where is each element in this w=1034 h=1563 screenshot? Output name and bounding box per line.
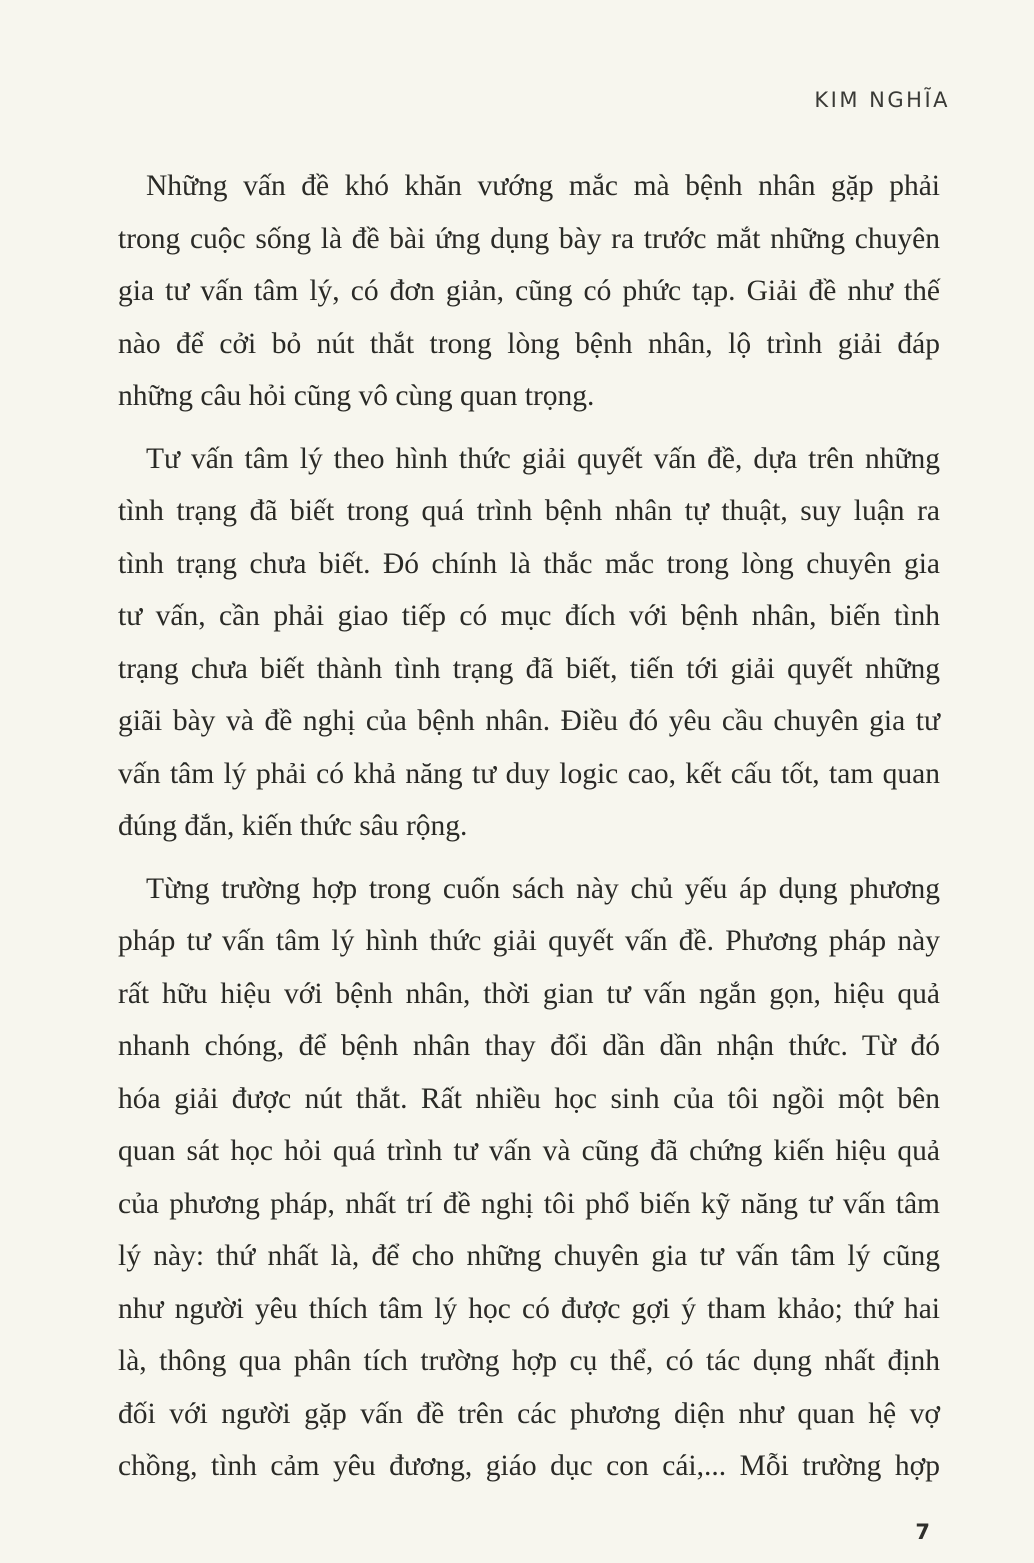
text-line: những câu hỏi cũng vô cùng quan trọng. [118, 380, 595, 412]
text-line: của phương pháp, nhất trí đề nghị tôi phổ biến kỹ năng tư vấn tâm [118, 1187, 940, 1220]
running-header: KIM NGHĨA [814, 88, 950, 112]
paragraph-gap [118, 853, 940, 863]
text-line: pháp tư vấn tâm lý hình thức giải quyết vấn đề. Phương pháp này [118, 925, 940, 957]
text-line: chồng, tình cảm yêu đương, giáo dục con cái,... Mỗi trường hợp [118, 1450, 940, 1482]
text-line: lý này: thứ nhất là, để cho những chuyên gia tư vấn tâm lý cũng [118, 1240, 940, 1272]
text-line: như người yêu thích tâm lý học có được gợi ý tham khảo; thứ hai [118, 1292, 940, 1325]
text-line: Những vấn đề khó khăn vướng mắc mà bệnh nhân gặp phải [146, 170, 940, 202]
text-line: giãi bày và đề nghị của bệnh nhân. Điều đó yêu cầu chuyên gia tư [118, 705, 940, 737]
text-line: quan sát học hỏi quá trình tư vấn và cũng đã chứng kiến hiệu quả [118, 1135, 940, 1167]
text-line: tình trạng chưa biết. Đó chính là thắc mắc trong lòng chuyên gia [118, 547, 940, 580]
text-line: nào để cởi bỏ nút thắt trong lòng bệnh nhân, lộ trình giải đáp [118, 327, 940, 360]
text-line: đối với người gặp vấn đề trên các phương diện như quan hệ vợ [118, 1397, 940, 1430]
text-line: vấn tâm lý phải có khả năng tư duy logic cao, kết cấu tốt, tam quan [118, 757, 940, 790]
text-line: là, thông qua phân tích trường hợp cụ thể, có tác dụng nhất định [118, 1345, 940, 1377]
paragraph-gap [118, 423, 940, 433]
paragraph-1 [118, 160, 940, 423]
text-line: Tư vấn tâm lý theo hình thức giải quyết vấn đề, dựa trên những [146, 442, 940, 475]
text-line: trong cuộc sống là đề bài ứng dụng bày ra trước mắt những chuyên [118, 222, 940, 255]
text-line: Từng trường hợp trong cuốn sách này chủ yếu áp dụng phương [146, 872, 940, 905]
text-line: trạng chưa biết thành tình trạng đã biết, tiến tới giải quyết những [118, 652, 940, 685]
page-number: 7 [915, 1520, 930, 1544]
text-line: hóa giải được nút thắt. Rất nhiều học sinh của tôi ngồi một bên [118, 1082, 940, 1115]
text-line: rất hữu hiệu với bệnh nhân, thời gian tư vấn ngắn gọn, hiệu quả [118, 977, 940, 1010]
text-line: đúng đắn, kiến thức sâu rộng. [118, 810, 468, 842]
body-text [118, 160, 940, 1493]
text-line: tư vấn, cần phải giao tiếp có mục đích với bệnh nhân, biến tình [118, 600, 940, 632]
paragraph-3 [118, 863, 940, 1493]
text-line: gia tư vấn tâm lý, có đơn giản, cũng có phức tạp. Giải đề như thế [118, 275, 940, 307]
paragraph-2 [118, 433, 940, 853]
text-line: nhanh chóng, để bệnh nhân thay đổi dần dần nhận thức. Từ đó [118, 1030, 940, 1062]
text-line: tình trạng đã biết trong quá trình bệnh nhân tự thuật, suy luận ra [118, 495, 940, 527]
